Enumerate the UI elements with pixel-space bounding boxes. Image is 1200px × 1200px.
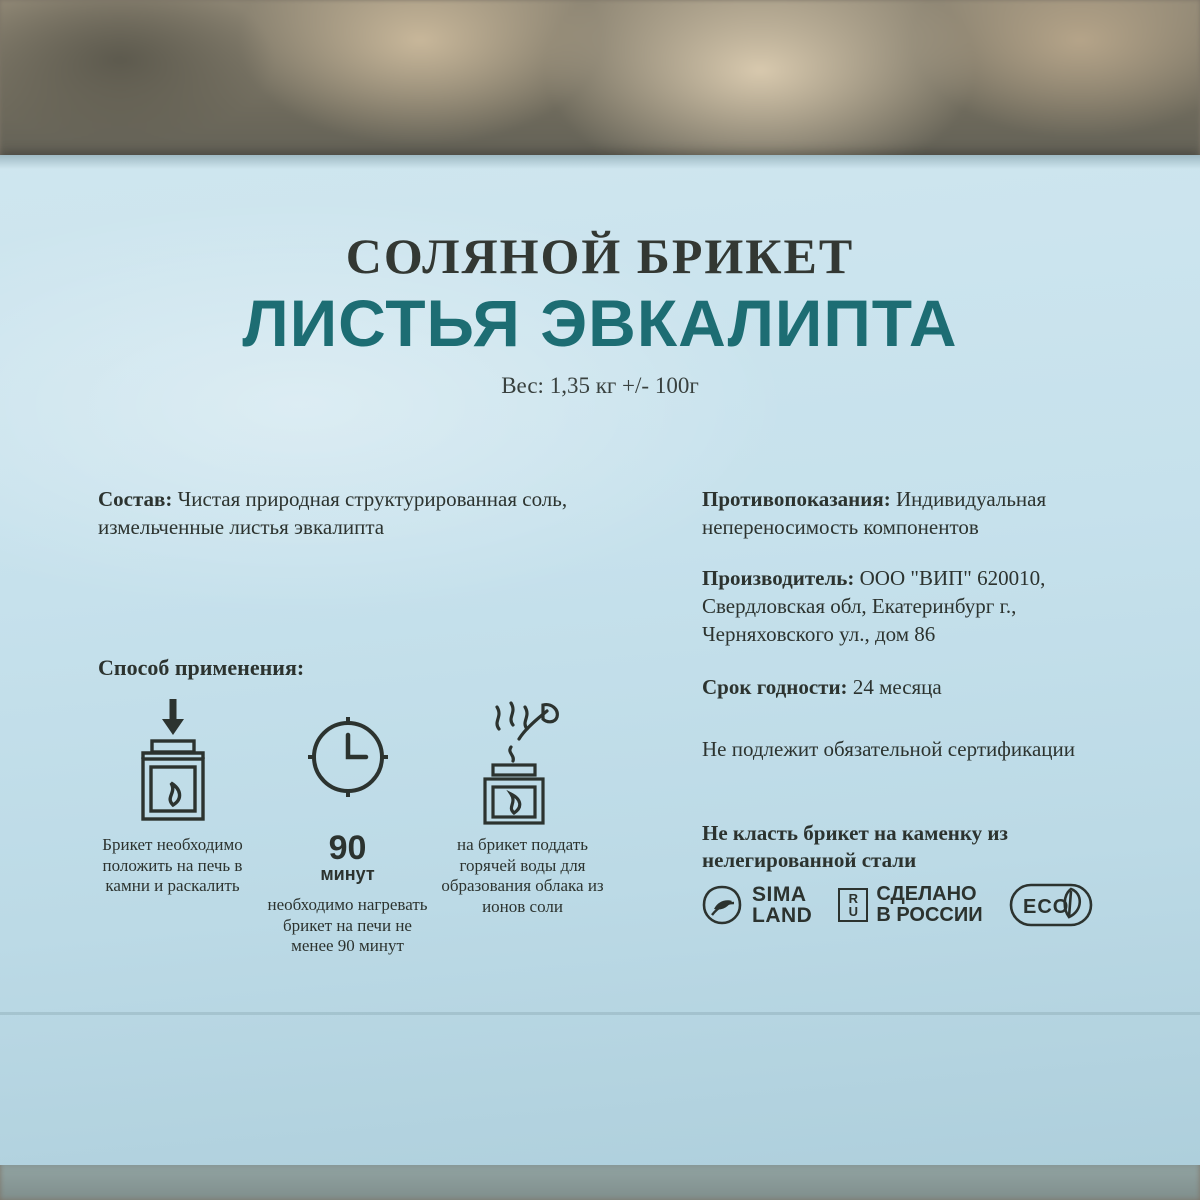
sima-land-wordmark [752,884,812,926]
sima-land-line2: LAND [752,904,813,927]
usage-step-3 [435,695,610,918]
certification-text: Не подлежит обязательной сертификации [702,737,1076,762]
clock-icon [260,695,435,825]
manufacturer-paragraph [702,564,1152,649]
made-in-russia-wordmark [876,884,982,926]
usage-step-3-caption: на брикет поддать горячей воды для образования облака из ионов соли [441,835,604,917]
usage-step-2-number: 90 [328,829,367,867]
eco-logo [1009,877,1093,933]
made-in-russia-logo [838,884,982,926]
ru-letter-top: R [848,891,859,906]
shelf-life-label: Срок годности: [702,674,848,699]
made-in-russia-line2: В РОССИИ [876,904,983,926]
sima-land-line1: SIMA [752,883,807,906]
sima-land-mark-icon [700,883,744,927]
manufacturer-label: Производитель: [702,565,855,590]
contraindications-label: Противопоказания: [702,487,891,511]
usage-step-2-caption: необходимо нагревать брикет на печи не менее 90 минут [267,894,428,956]
right-column [702,485,1152,785]
usage-step-1 [85,695,260,897]
shelf-life-paragraph [702,673,1152,701]
product-title-secondary: ЛИСТЬЯ ЭВКАЛИПТА [242,285,958,360]
usage-step-1-caption: Брикет необходимо положить на печь в камни и раскалить [102,835,243,896]
usage-step-2-unit: минут [320,864,375,884]
sima-land-logo [700,883,812,927]
contraindications-paragraph [702,485,1152,542]
contraindications-text: Индивидуальная непереносимость компонентов [702,487,1047,540]
ru-letter-bottom: U [848,904,859,919]
title-block [0,230,1200,399]
composition-label: Состав: [98,487,173,511]
left-column [98,485,568,564]
product-title-primary: СОЛЯНОЙ БРИКЕТ [345,228,855,284]
eco-leaf-icon [1009,877,1093,933]
product-label [0,155,1200,1165]
ru-badge-icon [838,888,868,922]
product-weight: Вес: 1,35 кг +/- 100г [501,373,699,399]
pour-water-icon [435,695,610,825]
eco-wordmark: ECO [1022,896,1069,918]
usage-step-2 [260,695,435,957]
composition-paragraph [98,485,568,542]
usage-heading: Способ применения: [98,655,305,680]
warning-text: Не класть брикет на каменку из нелегированной стали [702,821,1008,873]
usage-steps [85,695,625,957]
brick-into-oven-icon [85,695,260,825]
shelf-life-text: 24 месяца [847,674,942,699]
manufacturer-text: ООО "ВИП" 620010, Свердловская обл, Екатеринбург г., Черняховского ул., дом 86 [702,565,1046,647]
logo-row [700,877,1093,933]
made-in-russia-line1: СДЕЛАНО [876,883,977,905]
composition-text: Чистая природная структурированная соль, измельченные листья эвкалипта [98,487,568,540]
